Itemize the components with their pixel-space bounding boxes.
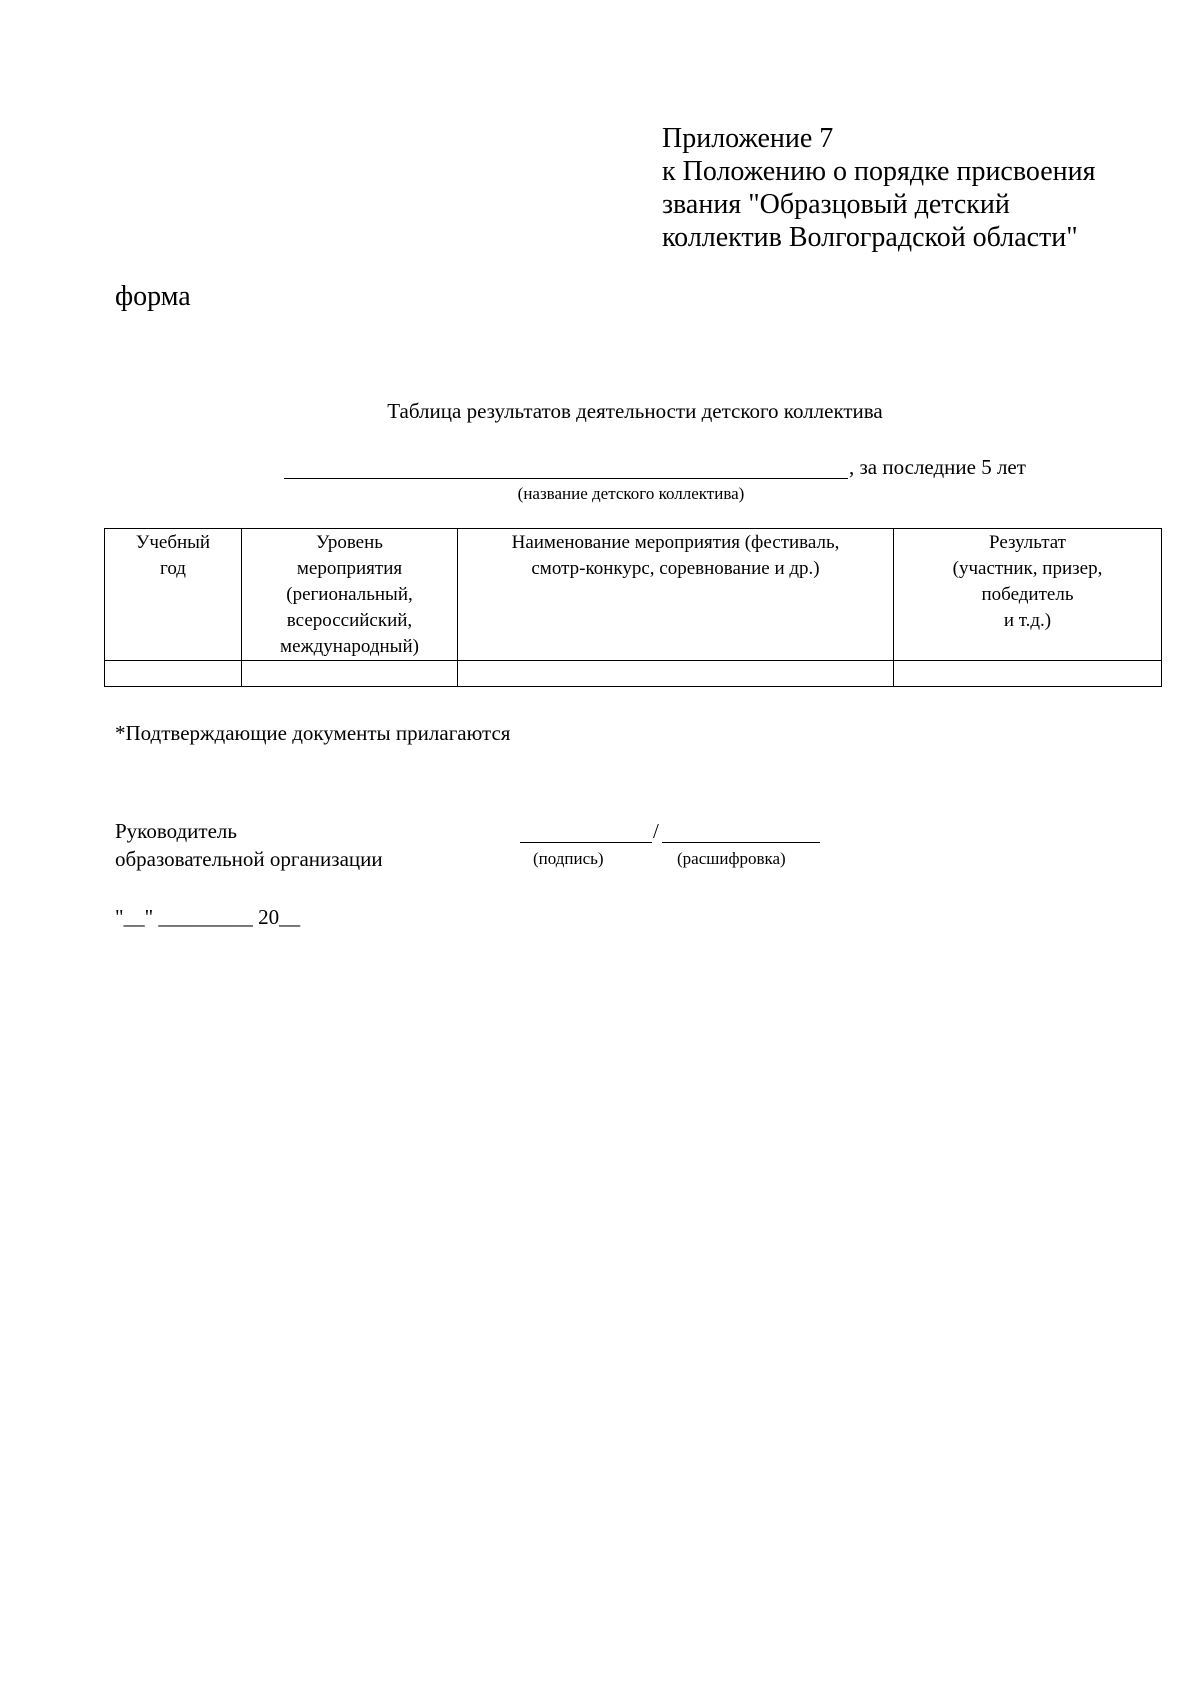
signature-caption: (подпись) [533,849,604,868]
head-role-line1: Руководитель [115,819,237,843]
head-role-line2: образовательной организации [115,847,383,871]
collective-name-blank[interactable] [284,454,848,479]
table-row [105,661,1162,687]
header-academic-year: Учебный год [105,529,242,661]
signature-blank[interactable] [520,818,652,843]
documents-note: *Подтверждающие документы прилагаются [115,721,511,745]
header-result: Результат (участник, призер, победитель и т.д.) [894,529,1162,661]
date-line: "__" _________ 20__ [115,905,301,929]
signature-separator: / [653,819,659,843]
collective-name-caption: (название детского коллектива) [517,484,745,503]
appendix-line: коллектив Волгоградской области" [662,222,1078,253]
form-label: форма [115,281,191,312]
table-cell[interactable] [242,661,458,687]
table-cell[interactable] [458,661,894,687]
table-cell[interactable] [105,661,242,687]
appendix-line: звания "Образцовый детский [662,189,1010,220]
header-event-name: Наименование мероприятия (фестиваль, смотр-конкурс, соревнование и др.) [458,529,894,661]
table-cell[interactable] [894,661,1162,687]
appendix-title: Приложение 7 [662,123,834,154]
decoding-blank[interactable] [662,818,820,843]
header-event-level: Уровень мероприятия (региональный, всероссийский, международный) [242,529,458,661]
results-table [104,528,1162,687]
appendix-line: к Положению о порядке присвоения [662,156,1096,187]
decoding-caption: (расшифровка) [677,849,786,868]
period-suffix: , за последние 5 лет [849,455,1026,479]
table-title: Таблица результатов деятельности детского коллектива [387,399,883,423]
table-header-row [105,529,1162,661]
appendix-block [662,122,1096,254]
